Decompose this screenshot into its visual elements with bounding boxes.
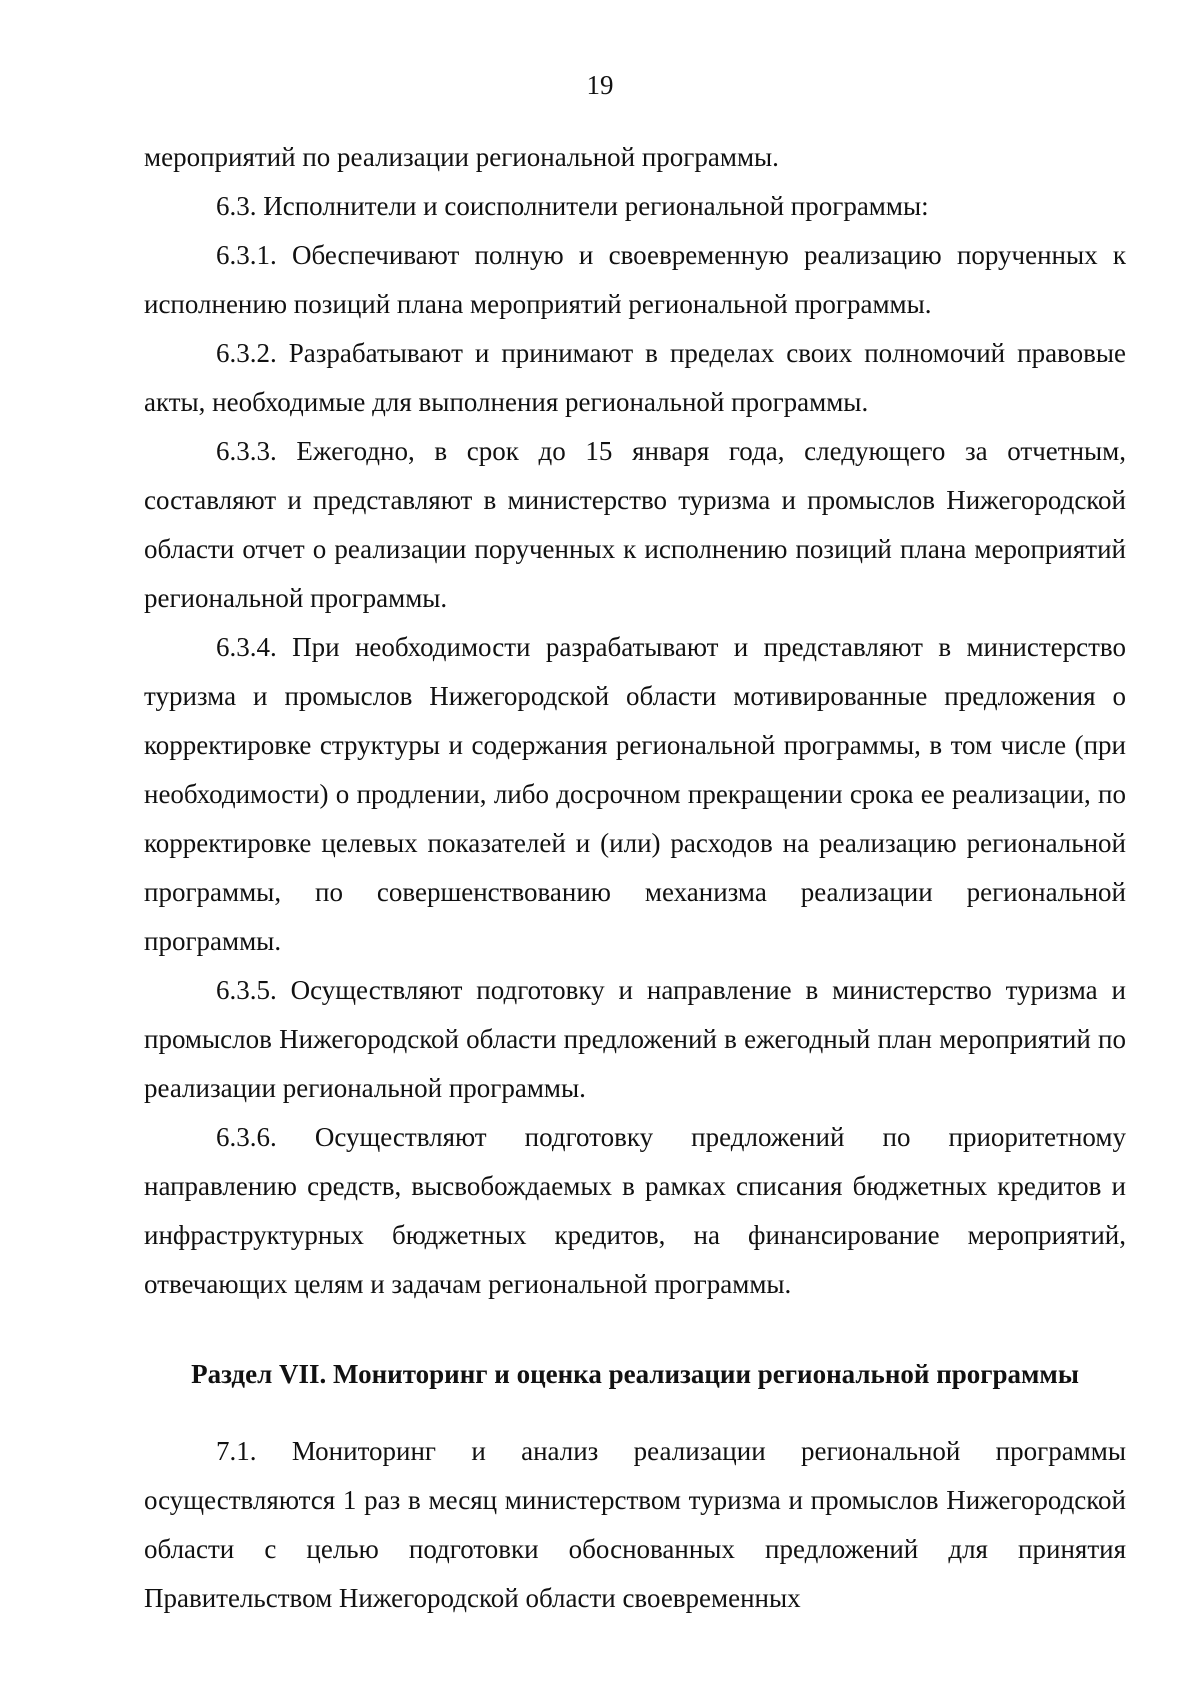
paragraph-6-3: 6.3. Исполнители и соисполнители региональной программы:	[216, 191, 929, 221]
document-body	[144, 133, 1126, 1623]
paragraph-6-3-3: 6.3.3. Ежегодно, в срок до 15 января года, следующего за отчетным, составляют и представляют в министерство туризма и промыслов Нижегородской области отчет о реализации порученных к исполнению позиций плана мероприятий региональной программы.	[144, 436, 1126, 613]
paragraph-6-3-6: 6.3.6. Осуществляют подготовку предложений по приоритетному направлению средств, высвобождаемых в рамках списания бюджетных кредитов и инфраструктурных бюджетных кредитов, на финансирование мероприятий, отвечающих целям и задачам региональной программы.	[144, 1122, 1126, 1299]
page-number: 19	[586, 70, 614, 100]
paragraph-continuation: мероприятий по реализации региональной программы.	[144, 142, 779, 172]
paragraph-6-3-4: 6.3.4. При необходимости разрабатывают и представляют в министерство туризма и промыслов Нижегородской области мотивированные предложения о корректировке структуры и содержания региональной программы, в том числе (при необходимости) о продлении, либо досрочном прекращении срока ее реализации, по корректировке целевых показателей и (или) расходов на реализацию региональной программы, по совершенствованию механизма реализации региональной программы.	[144, 632, 1126, 956]
section-heading: Раздел VII. Мониторинг и оценка реализации региональной программы	[191, 1359, 1079, 1389]
paragraph-6-3-1: 6.3.1. Обеспечивают полную и своевременную реализацию порученных к исполнению позиций плана мероприятий региональной программы.	[144, 240, 1126, 319]
paragraph-6-3-5: 6.3.5. Осуществляют подготовку и направление в министерство туризма и промыслов Нижегородской области предложений в ежегодный план мероприятий по реализации региональной программы.	[144, 975, 1126, 1103]
paragraph-6-3-2: 6.3.2. Разрабатывают и принимают в пределах своих полномочий правовые акты, необходимые для выполнения региональной программы.	[144, 338, 1126, 417]
paragraph-7-1: 7.1. Мониторинг и анализ реализации региональной программы осуществляются 1 раз в месяц министерством туризма и промыслов Нижегородской области с целью подготовки обоснованных предложений для принятия Правительством Нижегородской области своевременных	[144, 1436, 1126, 1613]
